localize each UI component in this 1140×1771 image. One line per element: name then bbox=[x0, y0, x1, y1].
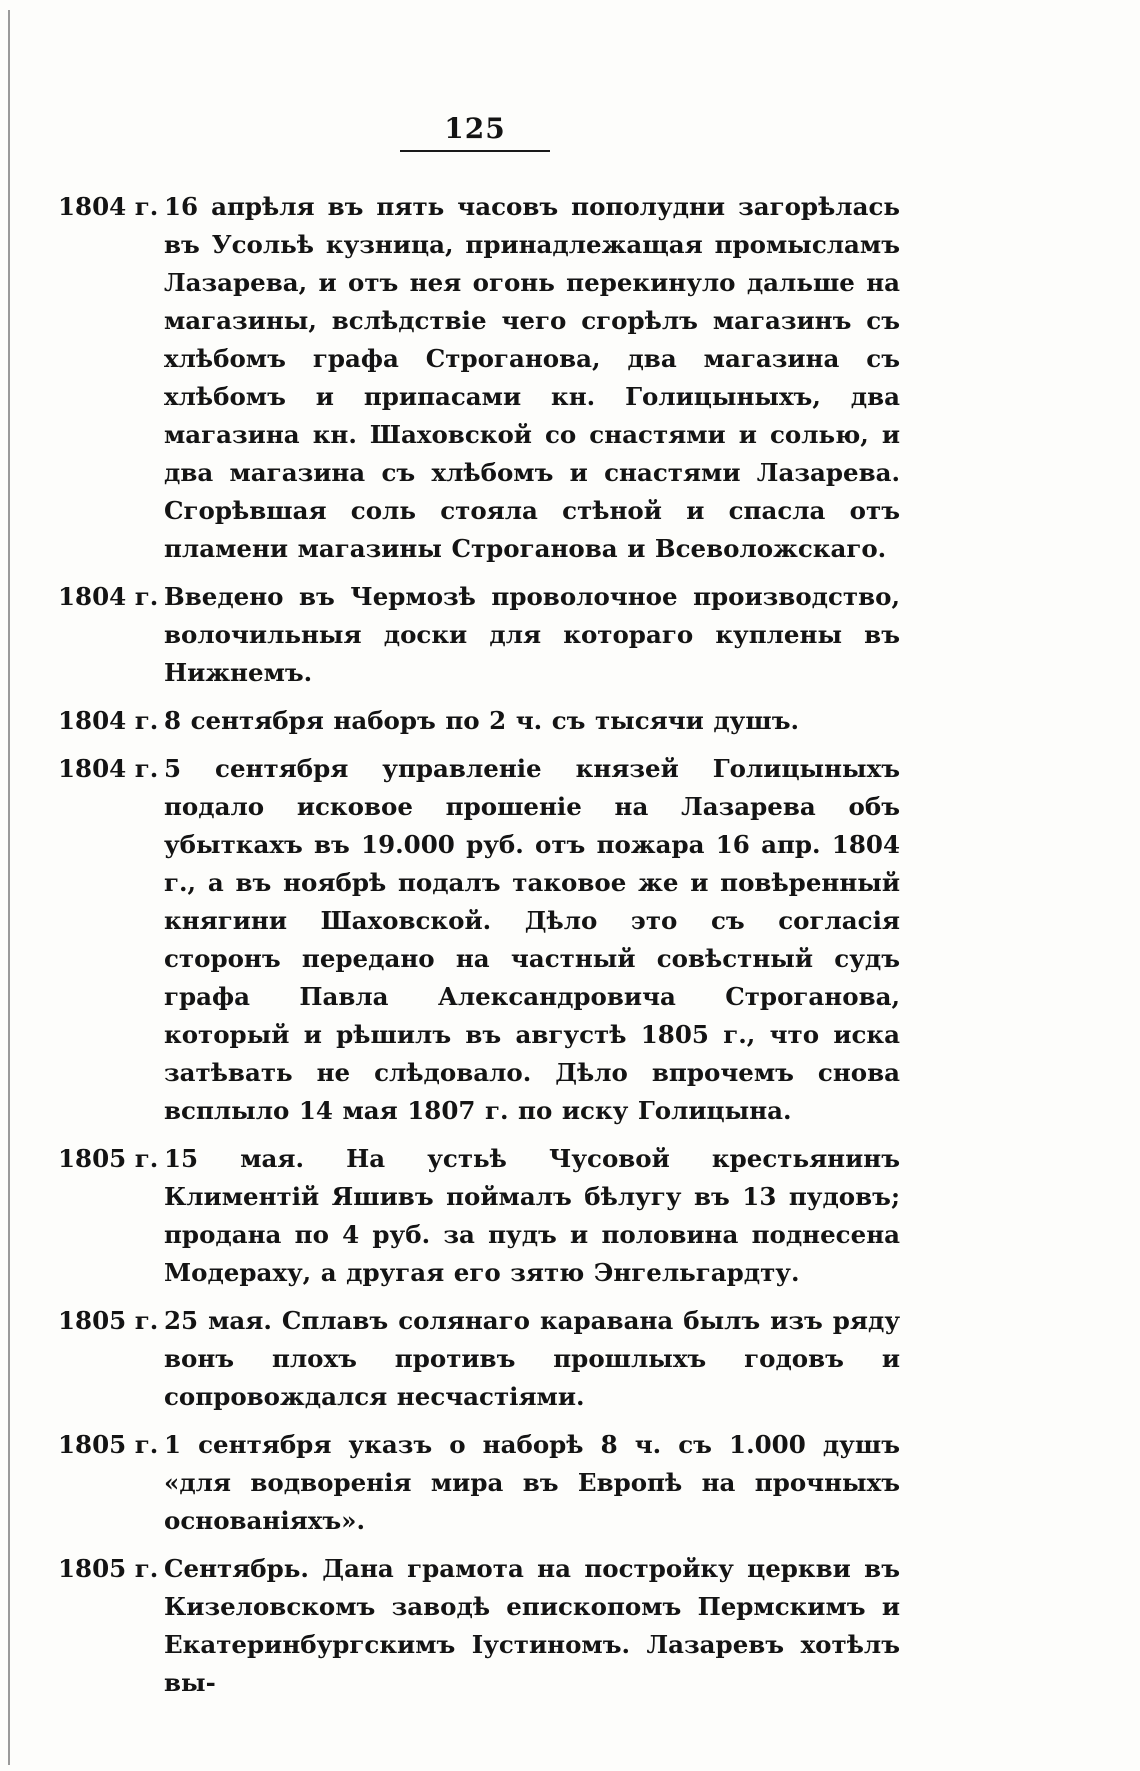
entry-year: 1805 г. bbox=[58, 1306, 159, 1335]
page-edge-rule bbox=[8, 10, 10, 1765]
entry-text: 5 сентября управленіе князей Голицыныхъ подало исковое прошеніе на Лазарева объ убыткахъ въ 19.000 руб. отъ пожара 16 апр. 1804 г., а въ ноябрѣ подалъ таковое же и повѣренный княгини Шаховской. Дѣло это съ согласія сторонъ передано на частный совѣстный судъ графа Павла Александровича Строганова, который и рѣшилъ въ августѣ 1805 г., что иска затѣвать не слѣдовало. Дѣло впрочемъ снова всплыло 14 мая 1807 г. по иску Голицына. bbox=[164, 754, 900, 1125]
chronicle-entry bbox=[58, 578, 898, 692]
entry-year: 1804 г. bbox=[58, 706, 159, 735]
entry-text: 16 апрѣля въ пять часовъ пополудни загорѣлась въ Усольѣ кузница, принадлежащая промысламъ Лазарева, и отъ нея огонь перекинуло дальше на магазины, вслѣдствіе чего сгорѣлъ магазинъ съ хлѣбомъ графа Строганова, два магазина съ хлѣбомъ и припасами кн. Голицыныхъ, два магазина кн. Шаховской со снастями и солью, и два магазина съ хлѣбомъ и снастями Лазарева. Сгорѣвшая соль стояла стѣной и спасла отъ пламени магазины Строганова и Всеволожскаго. bbox=[164, 192, 900, 563]
header-rule bbox=[400, 150, 550, 152]
entry-text: 15 мая. На устьѣ Чусовой крестьянинъ Климентій Яшивъ поймалъ бѣлугу въ 13 пудовъ; продана по 4 руб. за пудъ и половина поднесена Модераху, а другая его зятю Энгельгардту. bbox=[164, 1144, 900, 1287]
entry-year: 1804 г. bbox=[58, 754, 159, 783]
chronicle-entry bbox=[58, 750, 898, 1130]
chronicle-entries bbox=[58, 188, 898, 1712]
entry-text: 25 мая. Сплавъ солянаго каравана былъ изъ ряду вонъ плохъ противъ прошлыхъ годовъ и сопровождался несчастіями. bbox=[164, 1306, 900, 1411]
entry-year: 1805 г. bbox=[58, 1554, 159, 1583]
entry-text: 1 сентября указъ о наборѣ 8 ч. съ 1.000 душъ «для водворенія мира въ Европѣ на прочныхъ основаніяхъ». bbox=[164, 1430, 900, 1535]
entry-year: 1805 г. bbox=[58, 1430, 159, 1459]
chronicle-entry bbox=[58, 1140, 898, 1292]
entry-year: 1804 г. bbox=[58, 582, 159, 611]
chronicle-entry bbox=[58, 1302, 898, 1416]
entry-year: 1805 г. bbox=[58, 1144, 159, 1173]
chronicle-entry bbox=[58, 1550, 898, 1702]
entry-text: 8 сентября наборъ по 2 ч. съ тысячи душъ. bbox=[164, 706, 800, 735]
chronicle-entry bbox=[58, 1426, 898, 1540]
chronicle-entry bbox=[58, 188, 898, 568]
page-number: 125 bbox=[444, 112, 506, 145]
entry-text: Сентябрь. Дана грамота на постройку церкви въ Кизеловскомъ заводѣ епископомъ Пермскимъ и Екатеринбургскимъ Іустиномъ. Лазаревъ хотѣлъ вы- bbox=[164, 1554, 900, 1697]
entry-text: Введено въ Чермозѣ проволочное производство, волочильныя доски для котораго куплены въ Нижнемъ. bbox=[164, 582, 900, 687]
chronicle-entry bbox=[58, 702, 898, 740]
entry-year: 1804 г. bbox=[58, 192, 159, 221]
